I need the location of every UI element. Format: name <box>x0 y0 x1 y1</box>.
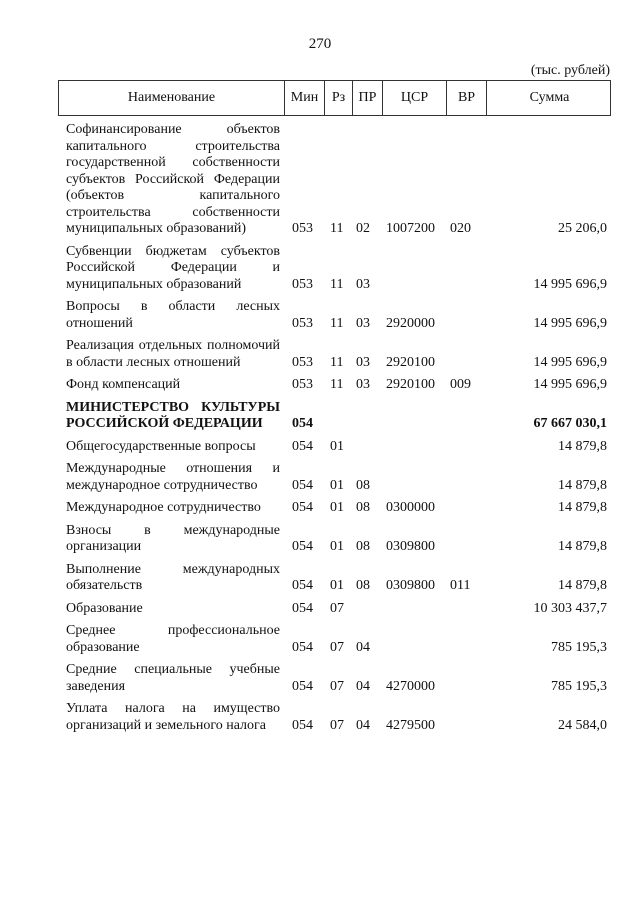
row-pr: 03 <box>356 377 370 392</box>
header-min: Мин <box>285 81 325 115</box>
row-min: 054 <box>292 639 313 655</box>
row-vr: 011 <box>450 578 471 593</box>
row-csr <box>382 400 446 433</box>
header-sum: Сумма <box>529 89 570 105</box>
row-min: 054 <box>292 500 313 515</box>
row-sum: 14 995 696,9 <box>533 315 607 331</box>
row-sum: 67 667 030,1 <box>533 416 607 431</box>
table-header <box>58 80 611 116</box>
row-csr <box>382 439 446 456</box>
row-pr: 02 <box>356 221 370 236</box>
budget-table <box>58 80 611 734</box>
row-csr: 4279500 <box>386 717 435 733</box>
table-row <box>58 500 611 517</box>
row-csr: 0309800 <box>386 578 435 593</box>
row-pr: 03 <box>356 315 370 331</box>
row-vr <box>446 338 486 371</box>
row-rz: 11 <box>330 354 344 370</box>
row-vr: 009 <box>450 377 471 392</box>
row-rz: 07 <box>330 678 344 694</box>
row-pr: 03 <box>356 276 370 292</box>
units-label: (тыс. рублей) <box>530 63 610 78</box>
row-sum: 785 195,3 <box>551 639 607 655</box>
row-min: 054 <box>292 578 313 593</box>
row-sum: 14 879,8 <box>558 438 607 454</box>
row-name: Взносы в международные организации <box>66 522 280 554</box>
row-min: 054 <box>292 477 313 493</box>
row-rz: 11 <box>330 377 344 392</box>
row-rz: 01 <box>330 500 344 515</box>
table-row <box>58 623 611 656</box>
row-pr <box>352 400 382 433</box>
row-csr <box>382 623 446 656</box>
row-rz: 01 <box>330 438 344 454</box>
row-pr: 08 <box>356 500 370 515</box>
row-rz: 07 <box>330 639 344 655</box>
table-row <box>58 601 611 618</box>
row-csr: 1007200 <box>386 221 435 236</box>
header-pr: ПР <box>353 81 383 115</box>
row-min: 054 <box>292 717 313 733</box>
row-min: 053 <box>292 221 313 236</box>
row-sum: 14 995 696,9 <box>533 377 607 392</box>
row-vr <box>446 299 486 332</box>
row-min: 054 <box>292 539 313 554</box>
row-rz: 11 <box>330 276 344 292</box>
row-name: Международные отношения и международное сотрудничество <box>66 461 280 493</box>
row-min: 054 <box>292 416 313 431</box>
header-csr: ЦСР <box>383 81 447 115</box>
row-sum: 14 879,8 <box>558 477 607 493</box>
row-name: Субвенции бюджетам субъектов Российской Федерации и муниципальных образований <box>66 243 280 292</box>
row-csr <box>382 461 446 494</box>
row-rz: 11 <box>330 315 344 331</box>
table-row <box>58 338 611 371</box>
row-pr: 04 <box>356 678 370 694</box>
row-vr <box>446 439 486 456</box>
row-vr <box>446 623 486 656</box>
row-name: Образование <box>66 600 143 616</box>
row-pr: 04 <box>356 639 370 655</box>
row-sum: 24 584,0 <box>558 717 607 733</box>
row-name: Реализация отдельных полномочий в области лесных отношений <box>66 338 280 370</box>
row-rz: 01 <box>330 477 344 493</box>
row-pr <box>352 601 382 618</box>
row-name: Уплата налога на имущество организаций и земельного налога <box>66 701 280 733</box>
table-row <box>58 562 611 595</box>
row-vr <box>446 244 486 294</box>
row-rz: 07 <box>330 717 344 733</box>
table-row <box>58 377 611 394</box>
table-row <box>58 523 611 556</box>
row-pr: 08 <box>356 539 370 554</box>
row-pr <box>352 439 382 456</box>
row-sum: 14 879,8 <box>558 578 607 593</box>
row-min: 053 <box>292 315 313 331</box>
row-rz <box>324 400 352 433</box>
row-sum: 14 995 696,9 <box>533 354 607 370</box>
row-min: 054 <box>292 438 313 454</box>
table-row <box>58 461 611 494</box>
row-min: 053 <box>292 377 313 392</box>
row-rz: 01 <box>330 539 344 554</box>
table-row <box>58 122 611 238</box>
row-sum: 14 995 696,9 <box>533 276 607 292</box>
row-vr <box>446 601 486 618</box>
row-vr <box>446 500 486 517</box>
row-name: Общегосударственные вопросы <box>66 438 256 454</box>
row-name: Фонд компенсаций <box>66 377 181 392</box>
table-row <box>58 439 611 456</box>
row-min: 054 <box>292 678 313 694</box>
row-csr: 2920100 <box>386 354 435 370</box>
header-name: Наименование <box>59 81 285 115</box>
row-min: 053 <box>292 276 313 292</box>
row-sum: 25 206,0 <box>558 221 607 236</box>
row-pr: 03 <box>356 354 370 370</box>
row-pr: 04 <box>356 717 370 733</box>
row-csr <box>382 601 446 618</box>
row-csr: 2920100 <box>386 377 435 392</box>
row-sum: 14 879,8 <box>558 539 607 554</box>
row-vr <box>446 701 486 734</box>
row-rz: 01 <box>330 578 344 593</box>
table-row <box>58 299 611 332</box>
page-number: 270 <box>308 36 332 52</box>
row-csr: 4270000 <box>386 678 435 694</box>
row-rz: 07 <box>330 600 344 616</box>
row-csr: 0309800 <box>386 539 435 554</box>
row-name: МИНИСТЕРСТВО КУЛЬТУРЫ РОССИЙСКОЙ ФЕДЕРАЦИИ <box>66 399 280 431</box>
row-min: 053 <box>292 354 313 370</box>
row-name: Средние специальные учебные заведения <box>66 662 280 694</box>
row-name: Международное сотрудничество <box>66 500 261 515</box>
table-body <box>58 122 611 734</box>
row-name: Вопросы в области лесных отношений <box>66 299 280 331</box>
header-vr: ВР <box>447 81 487 115</box>
row-name: Среднее профессиональное образование <box>66 623 280 655</box>
row-rz: 11 <box>330 221 344 236</box>
row-sum: 14 879,8 <box>558 500 607 515</box>
row-pr: 08 <box>356 578 370 593</box>
row-min: 054 <box>292 600 313 616</box>
row-name: Выполнение международных обязательств <box>66 561 280 593</box>
row-vr <box>446 523 486 556</box>
header-rz: Рз <box>325 81 353 115</box>
row-vr <box>446 662 486 695</box>
row-pr: 08 <box>356 477 370 493</box>
row-vr: 020 <box>450 221 471 236</box>
row-csr: 2920000 <box>386 315 435 331</box>
row-sum: 785 195,3 <box>551 678 607 694</box>
table-row <box>58 400 611 433</box>
table-row <box>58 701 611 734</box>
row-sum: 10 303 437,7 <box>533 600 607 616</box>
row-csr: 0300000 <box>386 500 435 515</box>
row-csr <box>382 244 446 294</box>
row-name: Софинансирование объектов капитального строительства государственной собственности субъектов Российской Федерации (объектов капитального строительства собственности муниципальных образований) <box>66 122 280 236</box>
table-row <box>58 244 611 294</box>
row-vr <box>446 461 486 494</box>
table-row <box>58 662 611 695</box>
row-vr <box>446 400 486 433</box>
